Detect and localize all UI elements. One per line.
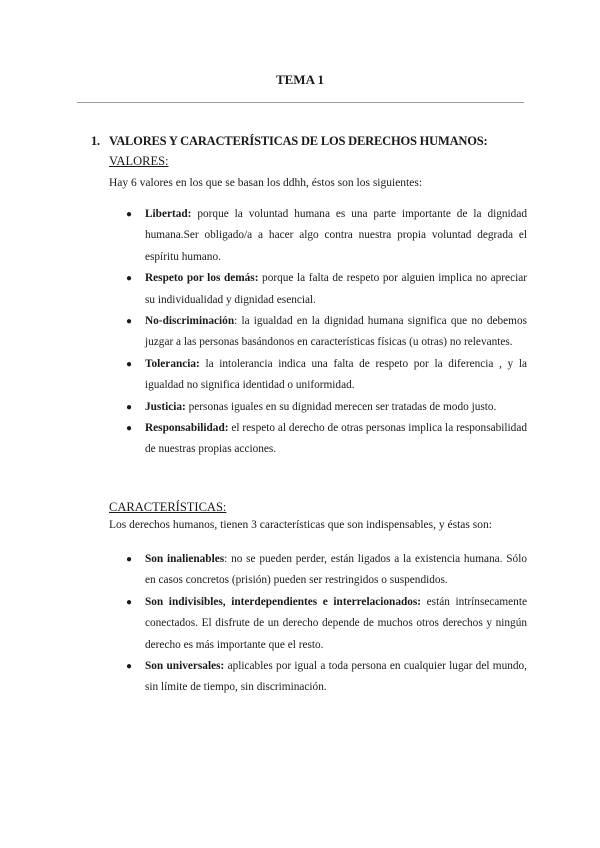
list-item (0, 592, 527, 656)
title-divider (77, 102, 524, 103)
item-text: : no se pueden perder, están ligados a la existencia humana. Sólo en casos concretos (prisión) pueden ser restringidos o suspendidos. (145, 553, 527, 587)
list-item (0, 354, 527, 397)
list-item (0, 397, 527, 418)
valores-subheading: VALORES: (109, 154, 169, 168)
bullet-icon: ● (126, 554, 133, 565)
caracteristicas-subheading: CARACTERÍSTICAS: (109, 500, 227, 514)
item-text: el respeto al derecho de otras personas implica la responsabilidad de nuestras propias acciones. (145, 422, 527, 456)
item-text: : la igualdad en la dignidad humana significa que no debemos juzgar a las personas basándonos en características físicas (u otras) no relevantes. (145, 315, 527, 349)
list-item (0, 204, 527, 268)
item-term: Son indivisibles, interdependientes e interrelacionados: (145, 595, 422, 608)
item-text: porque la voluntad humana es una parte importante de la dignidad humana.Ser obligado/a a hacer algo contra nuestra propia voluntad degrada el espíritu humano. (145, 208, 527, 263)
item-term: Tolerancia: (145, 357, 200, 370)
section-heading-text: VALORES Y CARACTERÍSTICAS DE LOS DERECHOS HUMANOS: (109, 134, 488, 148)
bullet-icon: ● (126, 358, 133, 370)
valores-list (0, 204, 600, 461)
item-term: Libertad: (145, 208, 192, 220)
bullet-icon: ● (126, 316, 133, 328)
list-item (0, 656, 527, 699)
list-item (0, 311, 527, 354)
item-term: Respeto por los demás: (145, 272, 259, 285)
item-term: No-discriminación (145, 315, 235, 328)
section-heading (91, 134, 488, 149)
valores-intro: Hay 6 valores en los que se basan los ddhh, éstos son los siguientes: (109, 177, 423, 189)
caracteristicas-list (0, 549, 600, 699)
item-term: Son inalienables (145, 553, 225, 565)
bullet-icon: ● (126, 661, 133, 673)
bullet-icon: ● (126, 401, 133, 413)
list-item (0, 549, 527, 592)
item-term: Responsabilidad: (145, 422, 229, 435)
list-item (0, 268, 527, 311)
bullet-icon: ● (126, 423, 133, 435)
caracteristicas-intro: Los derechos humanos, tienen 3 características que son indispensables, y éstas son: (109, 519, 492, 531)
bullet-icon: ● (126, 209, 133, 220)
list-item (0, 418, 527, 461)
item-term: Son universales: (145, 660, 225, 673)
bullet-icon: ● (126, 273, 133, 285)
section-number: 1. (91, 134, 100, 148)
item-text: porque la falta de respeto por alguien implica no apreciar su individualidad y dignidad esencial. (145, 272, 527, 306)
bullet-icon: ● (126, 596, 133, 608)
item-text: personas iguales en su dignidad merecen ser tratadas de modo justo. (185, 400, 497, 413)
item-term: Justicia: (145, 400, 186, 413)
document-title: TEMA 1 (275, 72, 325, 87)
item-text: aplicables por igual a toda persona en cualquier lugar del mundo, sin límite de tiempo, sin discriminación. (145, 660, 527, 694)
item-text: están intrínsecamente conectados. El disfrute de un derecho depende de muchos otros derechos y ningún derecho es más importante que el resto. (145, 595, 527, 651)
item-text: la intolerancia indica una falta de respeto por la diferencia , y la igualdad no significa identidad o uniformidad. (145, 357, 527, 392)
